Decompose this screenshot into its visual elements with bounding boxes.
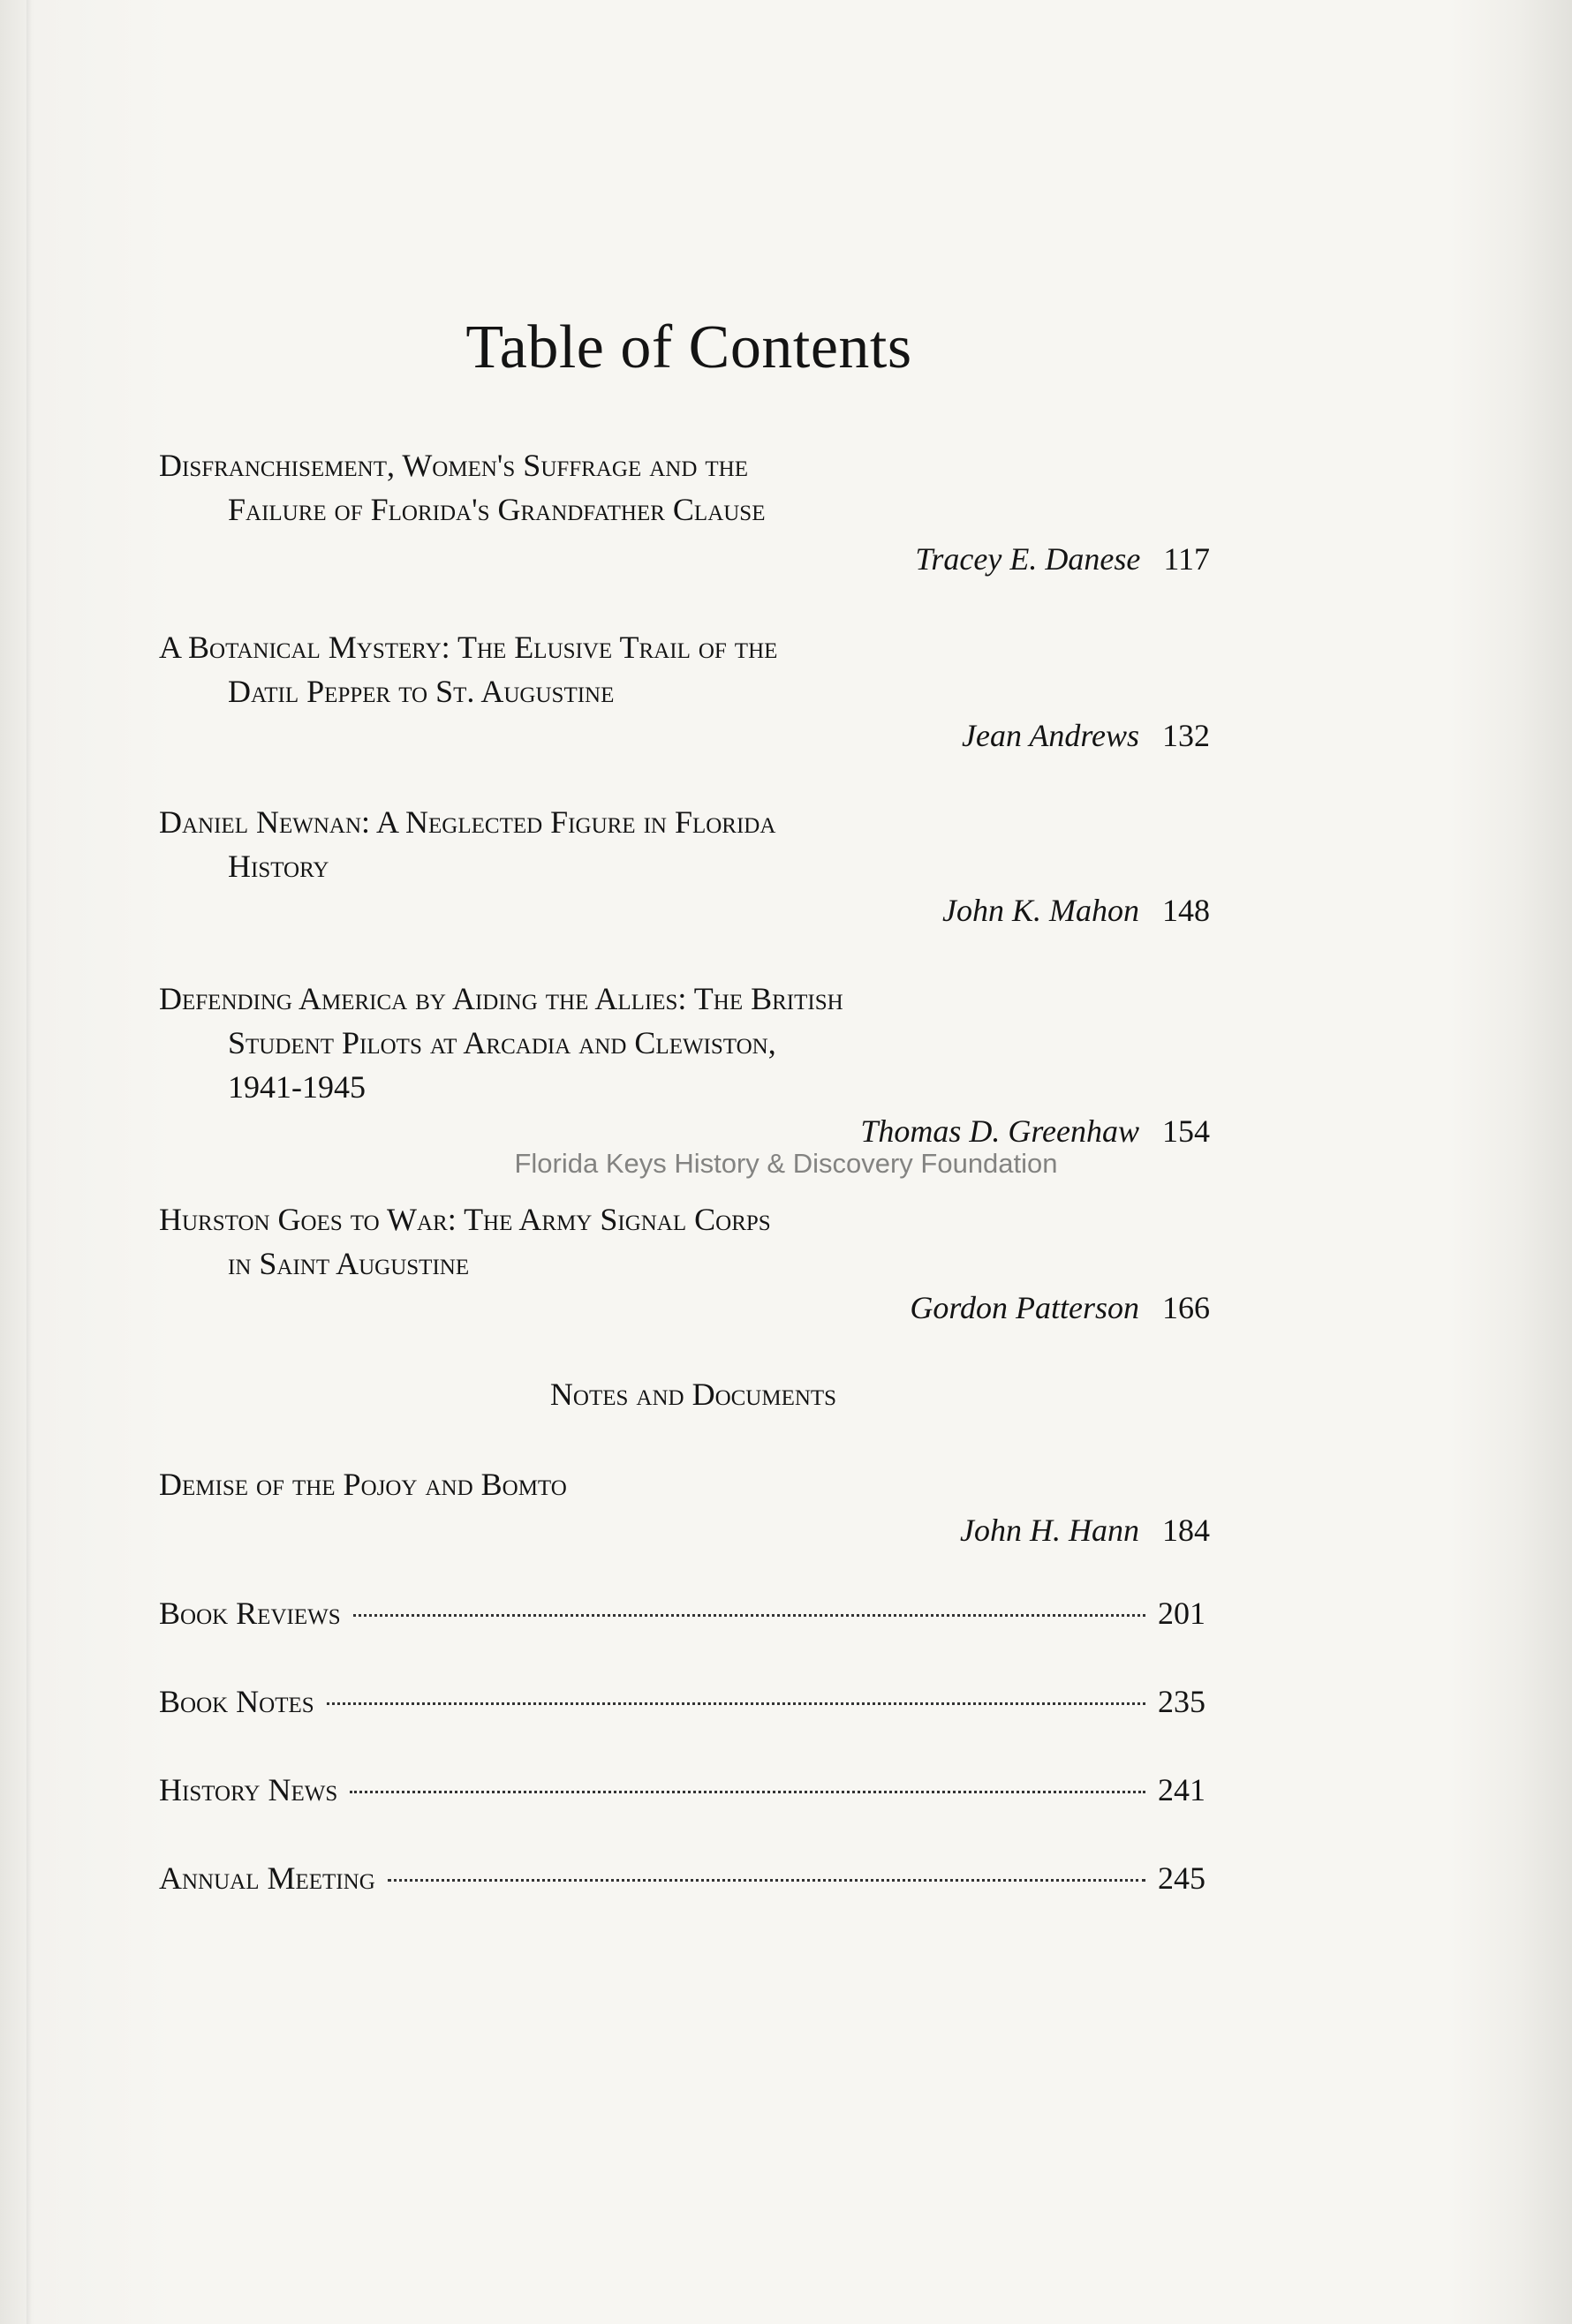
dot-leader — [353, 1614, 1145, 1617]
department-label: Book Notes — [159, 1684, 314, 1719]
byline — [960, 1512, 1210, 1549]
article-title-line: Defending America by Aiding the Allies: The British — [159, 981, 843, 1016]
byline — [860, 1113, 1210, 1150]
author-name: John H. Hann — [960, 1513, 1139, 1548]
page-number: 154 — [1162, 1113, 1210, 1149]
toc-entry — [159, 977, 1210, 1149]
toc-entry — [159, 800, 1210, 928]
toc-entry — [159, 1462, 1210, 1548]
article-title-line: A Botanical Mystery: The Elusive Trail of the — [159, 630, 778, 665]
author-name: Thomas D. Greenhaw — [860, 1113, 1139, 1149]
page-number: 245 — [1158, 1860, 1205, 1896]
article-title-line: History — [228, 849, 329, 884]
byline — [910, 1289, 1210, 1326]
watermark: Florida Keys History & Discovery Foundation — [514, 1148, 1058, 1179]
section-heading: Notes and Documents — [549, 1377, 837, 1412]
byline — [915, 540, 1210, 577]
dot-leader — [350, 1791, 1145, 1793]
toc-department — [159, 1683, 1205, 1720]
toc-entry — [159, 625, 1210, 753]
article-title-line: in Saint Augustine — [228, 1246, 470, 1281]
page-number: 117 — [1163, 541, 1210, 577]
page-number: 241 — [1158, 1772, 1205, 1807]
page-number: 184 — [1162, 1513, 1210, 1548]
dot-leader — [327, 1702, 1145, 1705]
toc-entry — [159, 443, 1210, 577]
toc-entry — [159, 1197, 1210, 1325]
article-title-line: Hurston Goes to War: The Army Signal Corps — [159, 1202, 771, 1237]
page-number: 148 — [1162, 893, 1210, 928]
byline — [942, 892, 1210, 929]
toc-department — [159, 1595, 1205, 1632]
article-title-line: Student Pilots at Arcadia and Clewiston, — [228, 1025, 776, 1060]
dot-leader — [388, 1879, 1145, 1882]
page-number: 235 — [1158, 1684, 1205, 1719]
toc-department — [159, 1771, 1205, 1808]
page-number: 132 — [1162, 718, 1210, 753]
author-name: Jean Andrews — [962, 718, 1139, 753]
article-title-line: Disfranchisement, Women's Suffrage and the — [159, 448, 748, 483]
department-label: History News — [159, 1772, 338, 1807]
byline — [962, 717, 1210, 754]
article-title-line: Failure of Florida's Grandfather Clause — [228, 492, 766, 527]
department-label: Annual Meeting — [159, 1860, 375, 1896]
article-title-line: Demise of the Pojoy and Bomto — [159, 1467, 567, 1502]
page-number: 166 — [1162, 1290, 1210, 1325]
author-name: Gordon Patterson — [910, 1290, 1139, 1325]
article-title-line: Daniel Newnan: A Neglected Figure in Florida — [159, 804, 776, 840]
toc-department — [159, 1860, 1205, 1897]
page-title: Table of Contents — [465, 313, 912, 381]
department-label: Book Reviews — [159, 1596, 341, 1631]
author-name: John K. Mahon — [942, 893, 1139, 928]
author-name: Tracey E. Danese — [915, 541, 1141, 577]
article-title-line: Datil Pepper to St. Augustine — [228, 674, 615, 709]
article-title-line: 1941-1945 — [228, 1069, 366, 1105]
page-number: 201 — [1158, 1596, 1205, 1631]
